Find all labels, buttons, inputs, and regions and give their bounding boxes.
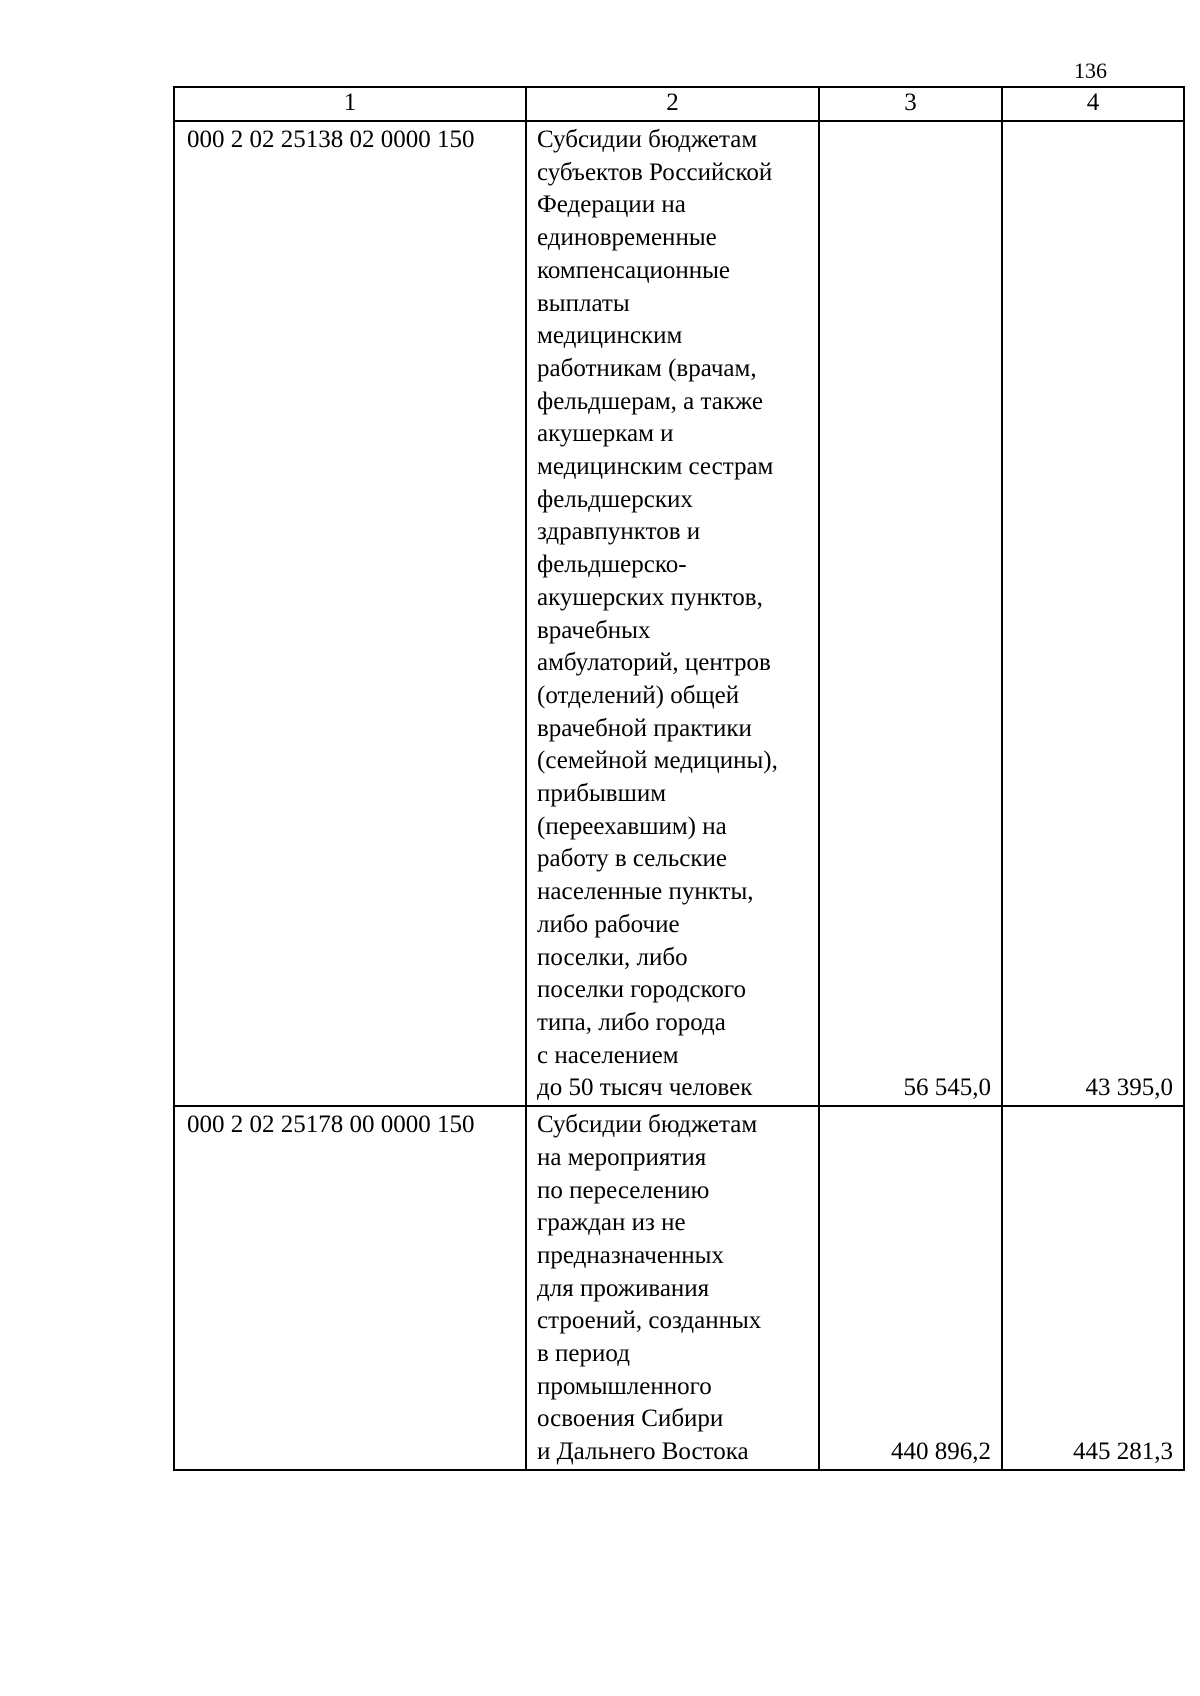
description-line: Субсидии бюджетам [537, 126, 758, 153]
column-header-3: 3 [819, 87, 1002, 121]
value-column-3-cell: 440 896,2 [819, 1106, 1002, 1470]
page-number: 136 [1074, 58, 1107, 83]
budget-code-cell: 000 2 02 25138 02 0000 150 [174, 121, 526, 1106]
description-line: здравпунктов и [537, 518, 701, 546]
description-line: до 50 тысяч человек [537, 1074, 753, 1102]
column-header-4: 4 [1002, 87, 1184, 121]
description-line: Субсидии бюджетам [537, 1111, 758, 1139]
description-line: компенсационные [537, 256, 730, 284]
value-column-4-cell: 445 281,3 [1002, 1106, 1184, 1470]
description-line: работникам (врачам, [537, 354, 757, 382]
description-line: акушерских пунктов, [537, 583, 763, 611]
table-row [174, 121, 1184, 1106]
description-line: врачебных [537, 616, 651, 644]
description-cell [526, 1106, 819, 1470]
description-line: граждан из не [537, 1209, 686, 1237]
description-line: для проживания [537, 1274, 710, 1302]
table-row [174, 1106, 1184, 1470]
description-line: типа, либо города [537, 1008, 726, 1036]
description-line: строений, созданных [537, 1307, 762, 1335]
description-line: фельдшерских [537, 485, 693, 513]
description-line: и Дальнего Востока [537, 1438, 749, 1466]
description-line: прибывшим [537, 780, 667, 808]
description-line: (семейной медицины), [537, 747, 778, 775]
description-line: медицинским сестрам [537, 453, 774, 481]
table-header-row [174, 87, 1184, 121]
description-line: поселки городского [537, 976, 746, 1004]
description-line: (отделений) общей [537, 681, 740, 709]
description-line: населенные пункты, [537, 878, 754, 906]
description-line: субъектов Российской [537, 158, 773, 186]
column-header-2: 2 [526, 87, 819, 121]
description-line: фельдшерско- [537, 551, 687, 579]
description-line: врачебной практики [537, 714, 752, 742]
description-line: предназначенных [537, 1241, 724, 1269]
value-column-3-cell: 56 545,0 [819, 121, 1002, 1106]
budget-code-cell: 000 2 02 25178 00 0000 150 [174, 1106, 526, 1470]
description-cell [526, 121, 819, 1106]
description-line: на мероприятия [537, 1143, 707, 1171]
description-line: работу в сельские [537, 845, 727, 873]
description-line: (переехавшим) на [537, 812, 727, 840]
value-column-4-cell: 43 395,0 [1002, 121, 1184, 1106]
description-line: Федерации на [537, 191, 686, 219]
description-line: выплаты [537, 289, 630, 317]
description-line: освоения Сибири [537, 1405, 724, 1433]
description-line: акушеркам и [537, 420, 674, 448]
description-line: промышленного [537, 1372, 712, 1400]
description-line: в период [537, 1340, 630, 1368]
description-line: амбулаторий, центров [537, 649, 771, 677]
description-line: единовременные [537, 224, 717, 252]
description-line: либо рабочие [537, 910, 680, 938]
description-line: по переселению [537, 1176, 710, 1204]
description-line: с населением [537, 1041, 679, 1069]
description-line: медицинским [537, 322, 683, 350]
description-line: поселки, либо [537, 943, 688, 971]
description-line: фельдшерам, а также [537, 387, 764, 415]
budget-table [173, 86, 1185, 1471]
column-header-1: 1 [174, 87, 526, 121]
